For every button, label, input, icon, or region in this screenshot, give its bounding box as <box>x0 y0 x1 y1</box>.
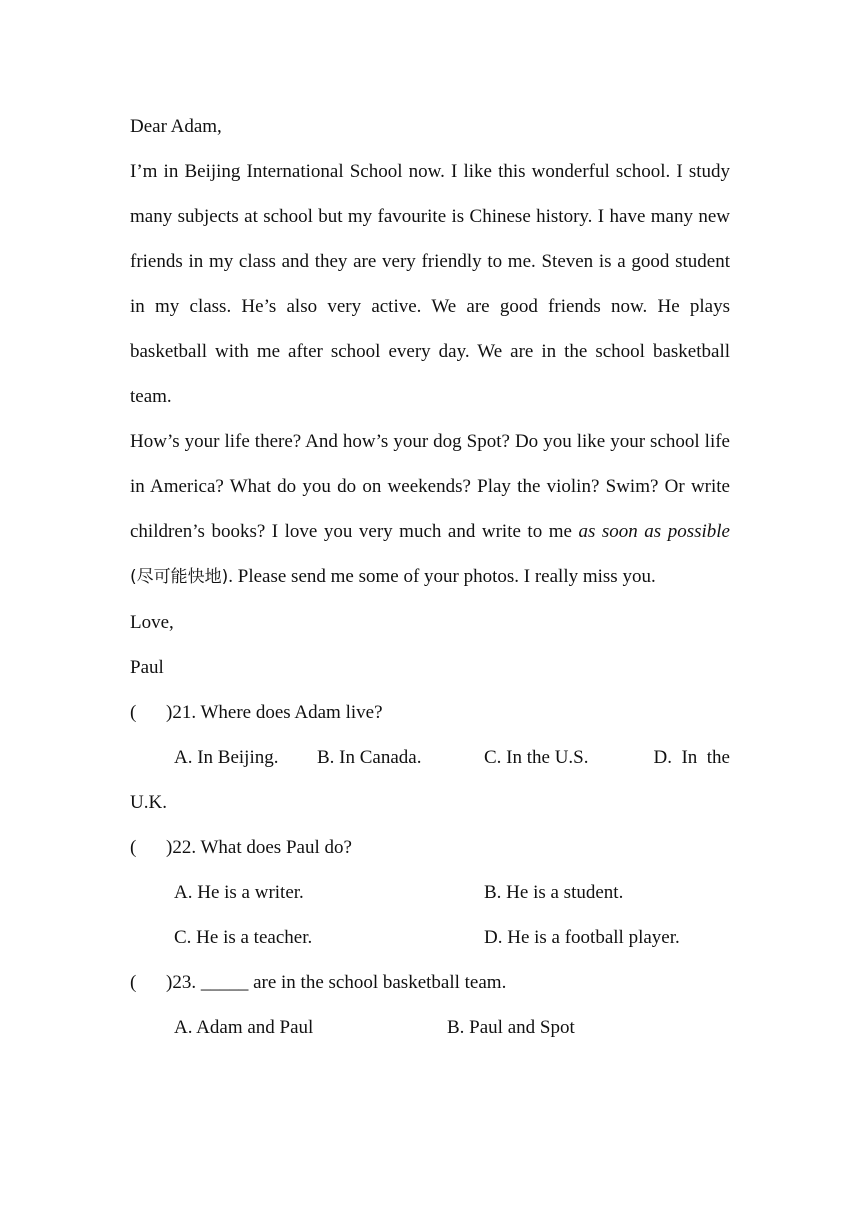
option-21-d-continued: U.K. <box>130 792 167 813</box>
paragraph-2-italic: as soon as possible <box>578 521 730 542</box>
question-21-text: )21. Where does Adam live? <box>166 702 383 723</box>
question-22-text: )22. What does Paul do? <box>166 837 352 858</box>
option-22-b[interactable]: B. He is a student. <box>484 882 624 903</box>
option-22-c[interactable]: C. He is a teacher. <box>174 927 313 948</box>
letter-greeting: Dear Adam, <box>130 116 222 137</box>
question-22-options-row-2 <box>130 915 730 960</box>
question-22-options-row-1 <box>130 870 730 915</box>
option-21-c[interactable]: C. In the U.S. <box>484 747 589 768</box>
letter-paragraph-1: I’m in Beijing International School now. I like this wonderful school. I study many subjects at school but my favourite is Chinese history. I have many new friends in my class and they are very friendly to me. Steven is a good student in my class. He’s also very active. We are good friends now. He plays basketball with me after school every day. We are in the school basketball team. <box>130 161 730 407</box>
option-23-b[interactable]: B. Paul and Spot <box>447 1017 575 1038</box>
letter-content <box>130 104 730 1050</box>
option-21-b[interactable]: B. In Canada. <box>317 747 422 768</box>
option-21-a[interactable]: A. In Beijing. <box>174 747 279 768</box>
paragraph-2-chinese-gloss: (尽可能快地) <box>130 567 229 587</box>
question-22 <box>130 825 730 870</box>
answer-blank-23[interactable]: ( <box>130 972 137 993</box>
option-21-d[interactable]: D. In the <box>653 747 730 768</box>
option-23-a[interactable]: A. Adam and Paul <box>174 1017 314 1038</box>
letter-signature: Paul <box>130 657 164 678</box>
paragraph-2-start: How’s your life there? And how’s your dog Spot? Do you like your school life in America? What do you do on weekends? Play the violin? Swim? Or write children’s books? I love you very much and write to me <box>130 431 730 542</box>
question-23-text: )23. _____ are in the school basketball team. <box>166 972 507 993</box>
answer-blank-21[interactable]: ( <box>130 702 137 723</box>
question-23-options <box>130 1005 730 1050</box>
letter-closing: Love, <box>130 612 174 633</box>
letter-paragraph-2 <box>130 419 730 600</box>
question-21-options <box>130 735 730 780</box>
question-21 <box>130 690 730 735</box>
option-22-a[interactable]: A. He is a writer. <box>174 882 304 903</box>
question-23 <box>130 960 730 1005</box>
answer-blank-22[interactable]: ( <box>130 837 137 858</box>
option-22-d[interactable]: D. He is a football player. <box>484 927 680 948</box>
paragraph-2-end: . Please send me some of your photos. I really miss you. <box>228 566 656 587</box>
